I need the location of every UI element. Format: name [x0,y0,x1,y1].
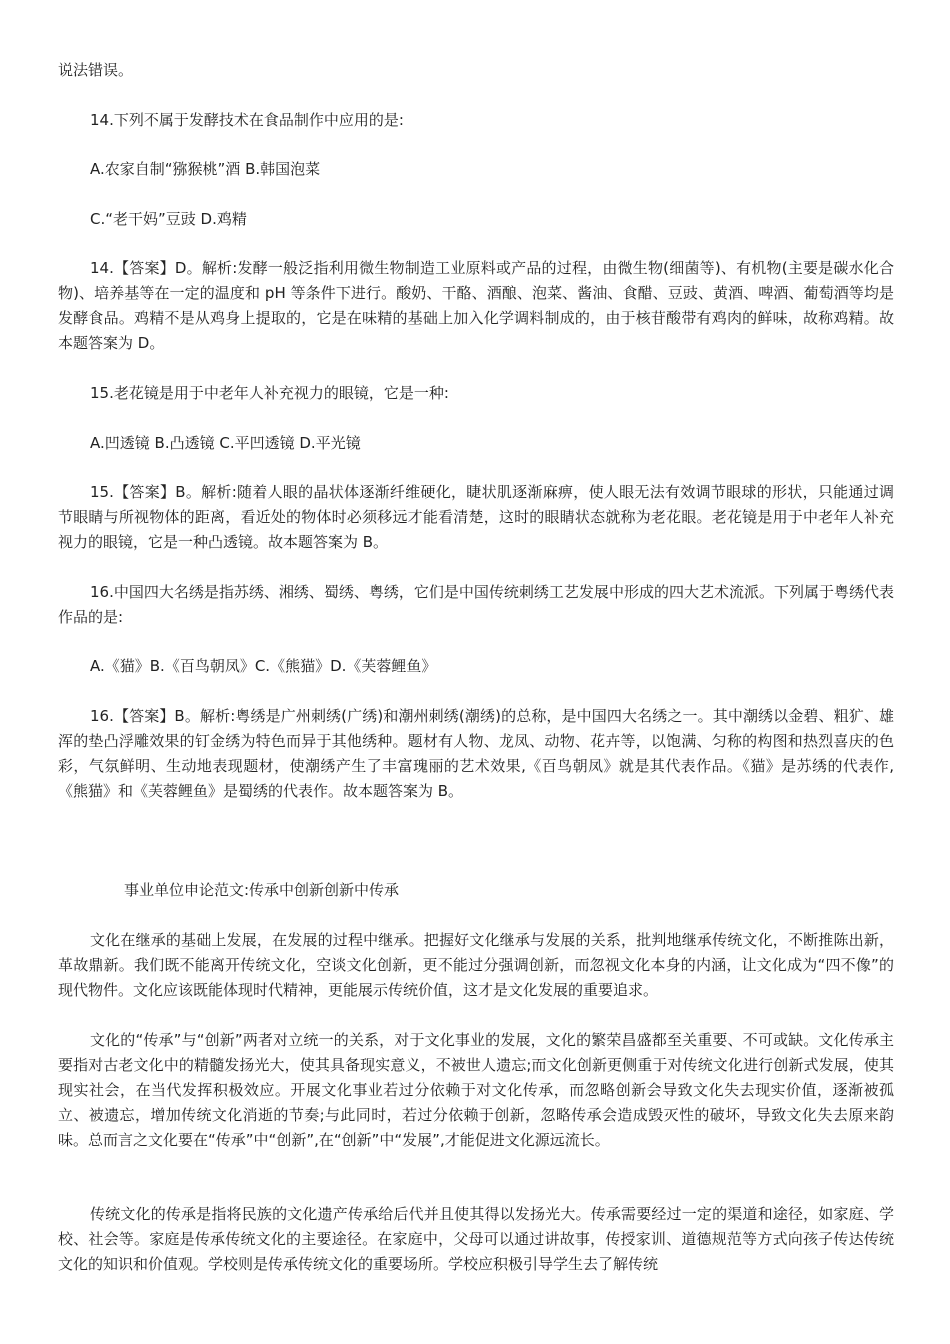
question-16: 16.中国四大名绣是指苏绣、湘绣、蜀绣、粤绣，它们是中国传统刺绣工艺发展中形成的四大艺术流派。下列属于粤绣代表作品的是: [58,583,894,626]
question-16-options: A.《猫》B.《百鸟朝凤》C.《熊猫》D.《芙蓉鲤鱼》 [90,657,437,675]
question-15-options: A.凹透镜 B.凸透镜 C.平凹透镜 D.平光镜 [90,434,361,452]
answer-16: 16.【答案】B。解析:粤绣是广州刺绣(广绣)和潮州刺绣(潮绣)的总称，是中国四大名绣之一。其中潮绣以金碧、粗犷、雄浑的垫凸浮雕效果的钉金绣为特色而异于其他绣种。题材有人物、龙凤、动物、花卉等，以饱满、匀称的构图和热烈喜庆的色彩，气氛鲜明、生动地表现题材，使潮绣产生了丰富瑰丽的艺术效果,《百鸟朝凤》就是其代表作品。《猫》是苏绣的代表作,《熊猫》和《芙蓉鲤鱼》是蜀绣的代表作。故本题答案为 B。 [58,707,894,800]
essay-paragraph-1: 文化在继承的基础上发展，在发展的过程中继承。把握好文化继承与发展的关系，批判地继承传统文化，不断推陈出新，革故鼎新。我们既不能离开传统文化，空谈文化创新，更不能过分强调创新，而忽视文化本身的内涵，让文化成为“四不像”的现代物件。文化应该既能体现时代精神，更能展示传统价值，这才是文化发展的重要追求。 [58,931,894,999]
question-14-options-cd: C.“老干妈”豆豉 D.鸡精 [90,210,247,228]
essay-paragraph-3: 传统文化的传承是指将民族的文化遗产传承给后代并且使其得以发扬光大。传承需要经过一定的渠道和途径，如家庭、学校、社会等。家庭是传承传统文化的主要途径。在家庭中，父母可以通过讲故事，传授家训、道德规范等方式向孩子传达传统文化的知识和价值观。学校则是传承传统文化的重要场所。学校应积极引导学生去了解传统 [58,1205,894,1273]
paragraph-continuation: 说法错误。 [58,61,134,79]
question-14: 14.下列不属于发酵技术在食品制作中应用的是: [90,111,404,129]
question-14-options-ab: A.农家自制“猕猴桃”酒 B.韩国泡菜 [90,160,321,178]
question-15: 15.老花镜是用于中老年人补充视力的眼镜，它是一种: [90,384,449,402]
answer-14: 14.【答案】D。解析:发酵一般泛指利用微生物制造工业原料或产品的过程，由微生物(细菌等)、有机物(主要是碳水化合物)、培养基等在一定的温度和 pH 等条件下进行。酸奶、干酪、酒酿、泡菜、酱油、食醋、豆豉、黄酒、啤酒、葡萄酒等均是发酵食品。鸡精不是从鸡身上提取的，它是在味精的基础上加入化学调料制成的，由于核苷酸带有鸡肉的鲜味，故称鸡精。故本题答案为 D。 [58,259,894,352]
answer-15: 15.【答案】B。解析:随着人眼的晶状体逐渐纤维硬化，睫状肌逐渐麻痹，使人眼无法有效调节眼球的形状，只能通过调节眼睛与所视物体的距离，看近处的物体时必须移远才能看清楚，这时的眼睛状态就称为老花眼。老花镜是用于中老年人补充视力的眼镜，它是一种凸透镜。故本题答案为 B。 [58,483,894,551]
essay-title: 事业单位申论范文:传承中创新创新中传承 [124,881,400,899]
essay-paragraph-2: 文化的“传承”与“创新”两者对立统一的关系，对于文化事业的发展，文化的繁荣昌盛都至关重要、不可或缺。文化传承主要指对古老文化中的精髓发扬光大，使其具备现实意义，不被世人遗忘;而文化创新更侧重于对传统文化进行创新式发展，使其现实社会，在当代发挥积极效应。开展文化事业若过分依赖于对文化传承，而忽略创新会导致文化失去现实价值，逐渐被孤立、被遗忘，增加传统文化消逝的节奏;与此同时，若过分依赖于创新，忽略传承会造成毁灭性的破坏，导致文化失去原来韵味。总而言之文化要在“传承”中“创新”,在“创新”中“发展”,才能促进文化源远流长。 [58,1031,894,1149]
